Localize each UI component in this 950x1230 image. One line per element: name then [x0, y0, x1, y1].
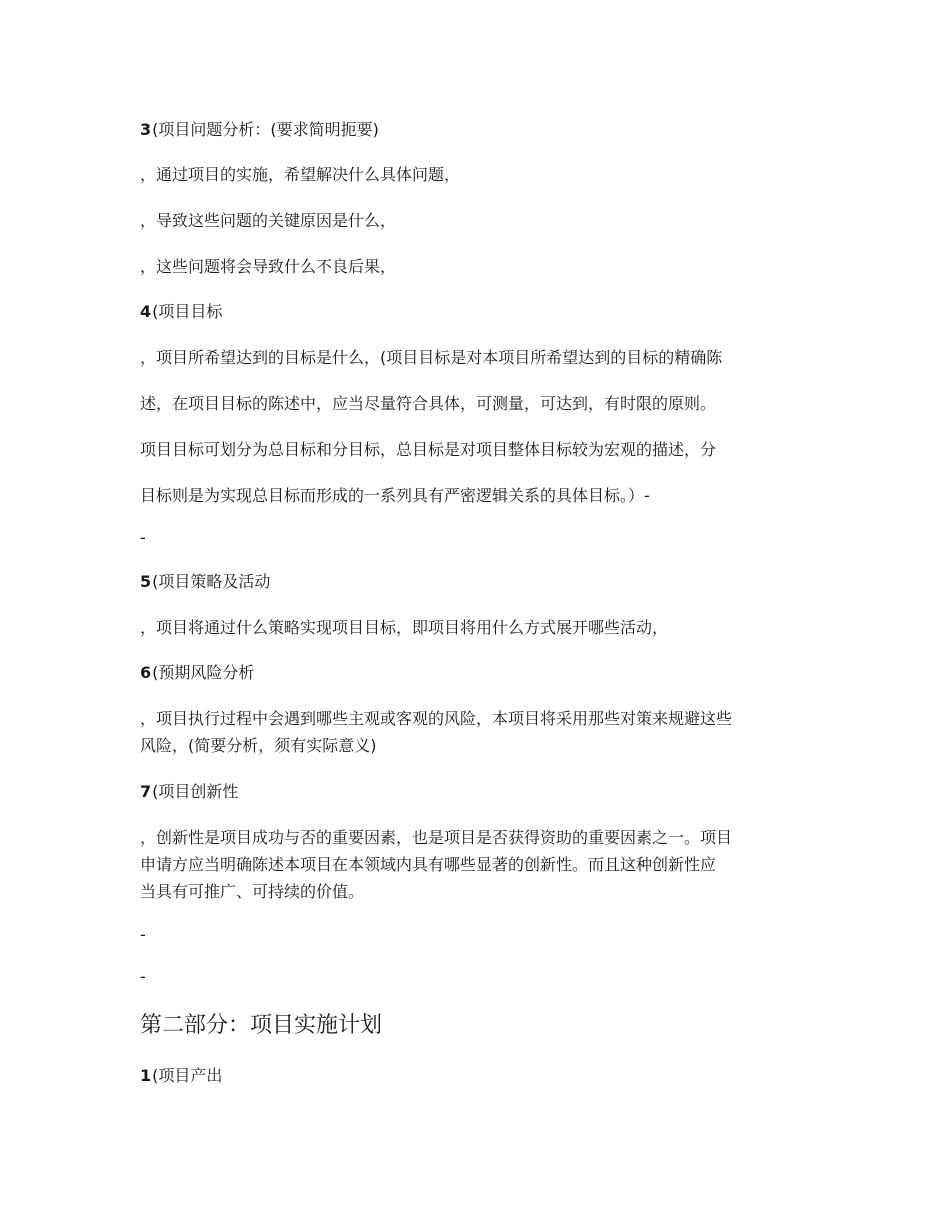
- section-title: (项目创新性: [152, 782, 239, 801]
- paragraph-line: 述，在项目目标的陈述中，应当尽量符合具体，可测量，可达到，有时限的原则。: [140, 394, 717, 413]
- section-number: 7: [140, 782, 152, 801]
- section-4-heading: [140, 302, 222, 322]
- paragraph-line: ，项目所希望达到的目标是什么，(项目目标是对本项目所希望达到的目标的精确陈: [140, 348, 723, 367]
- paragraph-line: 目标则是为实现总目标而形成的一系列具有严密逻辑关系的具体目标。）-: [140, 486, 650, 505]
- dash-separator: -: [140, 925, 146, 944]
- section-number: 5: [140, 572, 152, 591]
- paragraph-line: 申请方应当明确陈述本项目在本领域内具有哪些显著的创新性。而且这种创新性应: [140, 855, 717, 874]
- part-two-heading: 第二部分：项目实施计划: [140, 1013, 383, 1038]
- section-title: (项目产出: [152, 1066, 223, 1085]
- section-title: (项目目标: [152, 302, 223, 321]
- part-two-section-1-heading: [140, 1066, 222, 1086]
- section-title: (项目策略及活动: [152, 572, 271, 591]
- section-3-heading: [140, 120, 379, 140]
- section-5-heading: [140, 572, 270, 592]
- section-title: (项目问题分析：(要求简明扼要): [152, 120, 379, 139]
- paragraph-line: 项目目标可划分为总目标和分目标，总目标是对项目整体目标较为宏观的描述，分: [140, 440, 717, 459]
- paragraph-line: 风险，(简要分析，须有实际意义): [140, 736, 377, 755]
- paragraph-line: ，这些问题将会导致什么不良后果，: [140, 257, 397, 276]
- paragraph-line: 当具有可推广、可持续的价值。: [140, 882, 365, 901]
- paragraph-line: ，创新性是项目成功与否的重要因素，也是项目是否获得资助的重要因素之一。项目: [140, 828, 733, 847]
- section-number: 3: [140, 120, 152, 139]
- dash-separator: -: [140, 528, 146, 547]
- dash-separator: -: [140, 967, 146, 986]
- section-number: 1: [140, 1066, 152, 1085]
- paragraph-line: ，导致这些问题的关键原因是什么，: [140, 211, 397, 230]
- section-number: 6: [140, 663, 152, 682]
- section-title: (预期风险分析: [152, 663, 255, 682]
- section-6-heading: [140, 663, 254, 683]
- section-7-heading: [140, 782, 238, 802]
- paragraph-line: ，通过项目的实施，希望解决什么具体问题，: [140, 165, 461, 184]
- paragraph-line: ，项目将通过什么策略实现项目目标，即项目将用什么方式展开哪些活动，: [140, 618, 669, 637]
- section-number: 4: [140, 302, 152, 321]
- paragraph-line: ，项目执行过程中会遇到哪些主观或客观的风险，本项目将采用那些对策来规避这些: [140, 709, 733, 728]
